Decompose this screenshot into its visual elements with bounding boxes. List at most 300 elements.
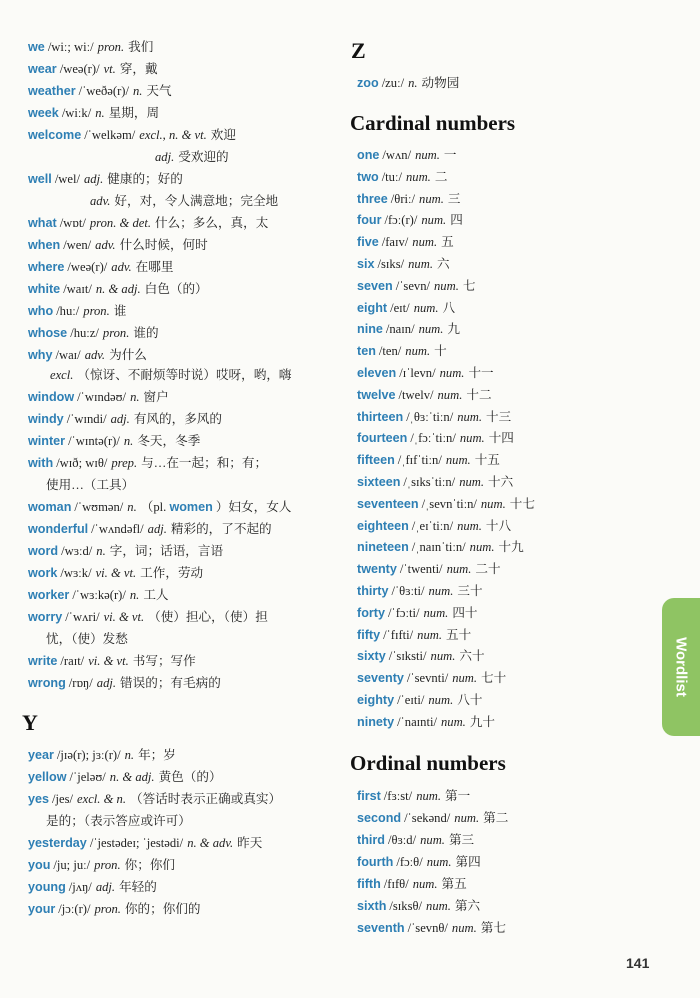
pronunciation: /sɪks/ <box>377 257 405 271</box>
pronunciation: /ˈwɪntə(r)/ <box>68 434 120 448</box>
entry-translation: 使用…（工具） <box>46 478 135 492</box>
pronunciation: /wiːk/ <box>61 106 92 120</box>
entry-worker <box>28 587 169 603</box>
entry-wonderful <box>28 521 272 537</box>
entry-what <box>28 215 268 231</box>
entry-pos: num. <box>416 789 442 803</box>
entry-five <box>357 234 454 250</box>
entry-one <box>357 147 457 163</box>
headword: your <box>28 902 56 916</box>
entry-you <box>28 857 175 873</box>
entry-translation: 与…在一起；和；有； <box>141 456 268 470</box>
entry-translation: 四十 <box>452 605 478 620</box>
entry-translation: 书写；写作 <box>132 654 196 668</box>
entry-fifteen <box>357 452 500 468</box>
pronunciation: /waɪ/ <box>55 348 81 362</box>
headword: wrong <box>28 676 66 690</box>
pronunciation: /wen/ <box>63 238 92 252</box>
entry-translation: 年轻的 <box>119 880 157 894</box>
pronunciation: /fɜːst/ <box>383 789 413 803</box>
entry-translation: 为什么 <box>109 348 147 362</box>
entry-pos: pron. <box>102 326 130 340</box>
entry-translation: 九十 <box>469 714 495 729</box>
headword: young <box>28 880 66 894</box>
page-number: 141 <box>626 955 650 971</box>
pronunciation: /ˈjeləʊ/ <box>69 770 106 784</box>
headword: word <box>28 544 59 558</box>
ordinal-numbers-heading: Ordinal numbers <box>350 751 506 775</box>
headword: white <box>28 282 61 296</box>
entry-pos: adj. <box>96 676 117 690</box>
entry-pos: adj. <box>95 880 116 894</box>
entry-forty <box>357 605 478 621</box>
headword: nineteen <box>357 540 409 555</box>
entry-translation: 窗户 <box>143 390 169 404</box>
headword: fifteen <box>357 453 395 468</box>
entry-pos: num. <box>459 431 485 446</box>
headword: seventeen <box>357 496 419 511</box>
headword: two <box>357 169 379 184</box>
entry-translation: 好，对，令人满意地；完全地 <box>114 194 279 208</box>
entry-yes <box>28 791 281 807</box>
entry-pos: num. <box>480 496 506 511</box>
entry-translation: 第一 <box>445 789 471 803</box>
plural-form: women <box>169 500 213 514</box>
pronunciation: /ˈsekənd/ <box>404 811 451 825</box>
entry-pos: num. <box>457 409 483 424</box>
pronunciation: /ˌnaɪnˈtiːn/ <box>411 540 466 555</box>
entry-week <box>28 105 159 121</box>
entry-translation: 第六 <box>454 899 481 913</box>
entry-translation: 你的；你们的 <box>124 902 201 916</box>
headword: forty <box>357 605 385 620</box>
entry-pos: n. <box>95 106 105 120</box>
pronunciation: /ˈfɔːti/ <box>388 605 420 620</box>
entry-translation: 昨天 <box>237 836 263 850</box>
entry-pos: num. <box>428 693 454 707</box>
pronunciation: /θriː/ <box>390 191 416 206</box>
pronunciation: /fɔː(r)/ <box>384 213 418 228</box>
headword: wear <box>28 62 57 76</box>
entry-six <box>357 256 450 272</box>
entry-fourteen <box>357 430 514 446</box>
entry-translation: 动物园 <box>421 76 460 90</box>
entry-pos: num. <box>434 278 459 293</box>
headword: one <box>357 148 380 162</box>
headword: window <box>28 390 75 404</box>
headword: why <box>28 348 53 362</box>
entry-translation: 有风的，多风的 <box>133 412 222 426</box>
entry-translation: 忧，（使）发愁 <box>46 632 128 646</box>
entry-pos: n. & adj. <box>109 770 155 784</box>
headword: well <box>28 172 52 186</box>
entry-pos: num. <box>446 562 472 577</box>
entry-wrong <box>28 675 221 691</box>
pronunciation: /weə(r)/ <box>59 62 100 76</box>
pronunciation: /ˈwʊmən/ <box>74 500 124 514</box>
entry-pos: num. <box>439 366 465 380</box>
entry-translation: 三十 <box>457 584 483 598</box>
entry-two <box>357 169 447 185</box>
headword: zoo <box>357 76 379 90</box>
entry-work <box>28 565 203 581</box>
entry-translation: 五 <box>441 235 454 250</box>
headword: twenty <box>357 562 397 577</box>
entry-pos: num. <box>421 213 447 228</box>
entry-translation: 第二 <box>483 811 509 825</box>
entry-with <box>28 455 267 471</box>
pronunciation: /wɒt/ <box>59 216 86 230</box>
entry-pos: num. <box>418 322 444 337</box>
headword: seven <box>357 278 393 293</box>
section-letter-y: Y <box>22 710 38 735</box>
pronunciation: /ˈsevnti/ <box>406 671 449 686</box>
entry-translation: 二十 <box>475 562 501 577</box>
headword: work <box>28 566 58 580</box>
headword: when <box>28 238 61 252</box>
headword: yes <box>28 792 50 806</box>
entry-translation: 十五 <box>474 453 500 468</box>
headword: ninety <box>357 714 395 729</box>
headword: nine <box>357 322 383 337</box>
entry-translation: 白色（的） <box>144 282 208 296</box>
entry-worry <box>28 609 268 625</box>
entry-pos: num. <box>454 811 480 825</box>
entry-pos: num. <box>451 921 477 935</box>
pronunciation: /tuː/ <box>381 169 402 184</box>
headword: year <box>28 748 54 762</box>
entry-sixteen <box>357 474 513 490</box>
entry-translation: 什么；多么，真，太 <box>154 216 269 230</box>
entry-translation: 字，词；话语，言语 <box>109 544 224 558</box>
pronunciation: /weə(r)/ <box>67 260 108 274</box>
pronunciation: /ˈθɜːti/ <box>391 584 425 598</box>
pronunciation: /ˈwɪndəʊ/ <box>77 390 127 404</box>
entry-pos: excl. & n. <box>77 792 126 806</box>
entry-pos: num. <box>428 584 454 598</box>
entry-pos: pron. <box>94 858 121 872</box>
entry-translation: 十三 <box>486 409 512 424</box>
entry-sixty <box>357 648 485 664</box>
welcome-continuation <box>151 149 229 165</box>
pronunciation: /jes/ <box>52 792 74 806</box>
entry-pos: num. <box>437 387 463 402</box>
pronunciation: /raɪt/ <box>60 654 85 668</box>
well-continuation <box>86 193 278 209</box>
headword: wonderful <box>28 522 89 536</box>
entry-white <box>28 281 208 297</box>
pronunciation: /θɜːd/ <box>387 833 417 847</box>
entry-translation: 八 <box>442 300 456 315</box>
entry-translation: 六 <box>436 257 450 271</box>
entry-pos: adj. <box>147 522 167 536</box>
entry-pos: num. <box>415 148 440 162</box>
entry-pos: pron. <box>97 40 125 54</box>
entry-pos: pron. <box>94 902 121 916</box>
entry-whose <box>28 325 159 341</box>
pronunciation: /ˈeɪti/ <box>397 693 425 707</box>
pronunciation: /ˈtwenti/ <box>399 562 443 577</box>
entry-write <box>28 653 196 669</box>
entry-translation: 穿，戴 <box>119 62 158 76</box>
entry-word <box>28 543 223 559</box>
pronunciation: /ju; juː/ <box>53 858 91 872</box>
entry-pos: num. <box>405 169 431 184</box>
headword: windy <box>28 412 64 426</box>
entry-fifty <box>357 627 471 643</box>
entry-pos: num. <box>420 833 445 847</box>
entry-pos: n. <box>96 544 106 558</box>
headword: fourth <box>357 855 394 869</box>
pronunciation: /twelv/ <box>398 387 434 402</box>
entry-translation: 第五 <box>441 877 467 891</box>
entry-translation: 是的；（表示答应或许可） <box>46 814 191 828</box>
entry-translation: 四 <box>450 213 463 228</box>
headword: eighteen <box>357 518 409 533</box>
entry-translation: 我们 <box>128 40 154 54</box>
pronunciation: /ˌθɜːˈtiːn/ <box>406 409 454 424</box>
entry-pos: adv. <box>90 194 111 208</box>
entry-translation: ）妇女，女人 <box>215 500 292 514</box>
entry-translation: 谁的 <box>133 326 159 340</box>
entry-translation: 三 <box>447 191 461 206</box>
headword: yellow <box>28 770 67 784</box>
headword: seventh <box>357 921 405 935</box>
headword: sixty <box>357 649 386 664</box>
headword: twelve <box>357 387 396 402</box>
entry-pos: adj. <box>84 172 104 186</box>
entry-pos: num. <box>426 899 451 913</box>
with-continuation <box>46 477 134 493</box>
headword: who <box>28 304 54 318</box>
pronunciation: /ˈnaɪnti/ <box>397 714 437 729</box>
headword: with <box>28 456 54 470</box>
entry-we <box>28 39 153 55</box>
entry-translation: 六十 <box>459 649 485 664</box>
entry-eight <box>357 300 455 316</box>
entry-translation: 你；你们 <box>124 858 175 872</box>
entry-translation: 天气 <box>146 84 172 98</box>
entry-window <box>28 389 169 405</box>
entry-pos: n. <box>127 500 137 514</box>
entry-translation: 年；岁 <box>138 748 176 762</box>
entry-translation: 十七 <box>509 496 535 511</box>
entry-pos: vi. & vt. <box>88 654 129 668</box>
entry-well <box>28 171 183 187</box>
entry-seven <box>357 278 475 294</box>
entry-translation: 九 <box>447 322 461 337</box>
entry-third <box>357 832 474 848</box>
entry-pos: prep. <box>111 456 138 470</box>
entry-translation: 黄色（的） <box>158 770 222 784</box>
entry-pos: vi. & vt. <box>95 566 137 580</box>
entry-translation: 七 <box>462 278 476 293</box>
pronunciation: /ˈweðə(r)/ <box>78 84 129 98</box>
headword: eleven <box>357 366 397 380</box>
entry-pos: vi. & vt. <box>103 610 145 624</box>
entry-pos: num. <box>440 714 466 729</box>
entry-pos: n. <box>408 76 418 90</box>
pronunciation: /faɪv/ <box>381 235 409 250</box>
entry-pos: excl. <box>50 368 74 382</box>
entry-translation: （pl. <box>140 500 167 514</box>
entry-pos: excl., n. & vt. <box>139 128 207 142</box>
headword: sixth <box>357 899 387 913</box>
headword: you <box>28 858 51 872</box>
headword: seventy <box>357 671 404 686</box>
entry-three <box>357 191 460 207</box>
entry-translation: 十八 <box>485 518 512 533</box>
wordlist-side-tab[interactable] <box>662 598 700 736</box>
headword: sixteen <box>357 475 401 489</box>
entry-ninety <box>357 714 495 730</box>
pronunciation: /huː/ <box>56 304 80 318</box>
headword: welcome <box>28 128 82 142</box>
entry-pos: num. <box>423 605 449 620</box>
pronunciation: /ˌeɪˈtiːn/ <box>411 518 454 533</box>
headword: fifth <box>357 877 381 891</box>
entry-windy <box>28 411 222 427</box>
headword: thirty <box>357 584 389 598</box>
entry-fifth <box>357 876 467 892</box>
entry-translation: 二 <box>434 169 448 184</box>
headword: woman <box>28 500 72 514</box>
entry-ten <box>357 343 447 359</box>
entry-pos: num. <box>419 191 444 206</box>
pronunciation: /rɒŋ/ <box>68 676 93 690</box>
entry-twelve <box>357 387 492 403</box>
pronunciation: /eɪt/ <box>390 300 410 315</box>
headword: third <box>357 833 385 847</box>
headword: thirteen <box>357 409 404 424</box>
entry-translation: 一 <box>443 148 457 162</box>
entry-eighteen <box>357 518 511 534</box>
entry-pos: num. <box>430 649 456 664</box>
headword: worker <box>28 588 70 602</box>
entry-translation: 第四 <box>455 855 481 869</box>
entry-translation: 欢迎 <box>210 128 236 142</box>
yes-continuation <box>46 813 191 829</box>
entry-why <box>28 347 147 363</box>
entry-translation: 十二 <box>466 387 492 402</box>
headword: winter <box>28 434 66 448</box>
pronunciation: /wɪð; wɪθ/ <box>56 456 108 470</box>
entry-translation: 在哪里 <box>135 260 174 274</box>
entry-thirteen <box>357 409 511 425</box>
wordlist-tab-label: Wordlist <box>672 637 690 697</box>
entry-translation: 错误的；有毛病的 <box>120 676 221 690</box>
entry-translation: 冬天，冬季 <box>137 434 201 448</box>
pronunciation: /naɪn/ <box>385 322 415 337</box>
section-letter-z: Z <box>351 38 366 63</box>
entry-pos: num. <box>412 877 438 891</box>
pronunciation: /ˈwʌri/ <box>65 610 100 624</box>
entry-weather <box>28 83 172 99</box>
entry-seventeen <box>357 496 535 512</box>
pronunciation: /ˌsɪksˈtiːn/ <box>403 475 456 489</box>
entry-woman <box>28 499 291 515</box>
entry-pos: n. & adv. <box>187 836 234 850</box>
pronunciation: /wɜːd/ <box>61 544 93 558</box>
why-continuation <box>46 367 292 383</box>
entry-twenty <box>357 561 501 577</box>
entry-winter <box>28 433 200 449</box>
entry-pos: n. <box>123 434 134 448</box>
entry-translation: 十四 <box>488 431 514 446</box>
pronunciation: /waɪt/ <box>63 282 92 296</box>
entry-yesterday <box>28 835 262 851</box>
entry-translation: 十一 <box>468 366 494 380</box>
pronunciation: /huːz/ <box>70 326 99 340</box>
entry-thirty <box>357 583 483 599</box>
entry-pos: num. <box>469 540 495 555</box>
entry-pos: num. <box>445 453 471 468</box>
entry-pos: n. <box>130 390 140 404</box>
headword: we <box>28 40 45 54</box>
headword: eight <box>357 300 388 315</box>
headword: weather <box>28 84 76 98</box>
pronunciation: /wʌn/ <box>382 148 412 162</box>
entry-fourth <box>357 854 481 870</box>
headword: yesterday <box>28 836 87 850</box>
headword: what <box>28 216 57 230</box>
headword: week <box>28 106 59 120</box>
entry-yellow <box>28 769 222 785</box>
pronunciation: /ˈwɪndi/ <box>66 412 107 426</box>
entry-translation: 五十 <box>446 627 472 642</box>
pronunciation: /ˈjestədeɪ; ˈjestədi/ <box>89 836 184 850</box>
pronunciation: /ɪˈlevn/ <box>399 366 436 380</box>
pronunciation: /ˈfɪfti/ <box>383 627 414 642</box>
headword: four <box>357 213 382 228</box>
entry-pos: n. <box>129 588 140 602</box>
headword: write <box>28 654 58 668</box>
entry-second <box>357 810 508 826</box>
entry-translation: （惊讶、不耐烦等时说）哎呀，哟，嗨 <box>77 368 292 382</box>
entry-translation: 八十 <box>457 693 483 707</box>
entry-sixth <box>357 898 480 914</box>
entry-pos: adv. <box>84 348 106 362</box>
entry-nineteen <box>357 539 524 555</box>
entry-welcome <box>28 127 236 143</box>
headword: three <box>357 191 388 206</box>
entry-translation: 工作，劳动 <box>140 566 204 580</box>
entry-wear <box>28 61 158 77</box>
pronunciation: /jɔː(r)/ <box>58 902 91 916</box>
headword: six <box>357 257 375 271</box>
entry-pos: num. <box>452 671 478 686</box>
headword: ten <box>357 344 376 359</box>
entry-translation: （答话时表示正确或真实） <box>129 792 282 806</box>
pronunciation: /ˈsevnθ/ <box>407 921 448 935</box>
entry-translation: 第七 <box>480 921 506 935</box>
entry-pos: num. <box>405 344 431 359</box>
entry-translation: 谁 <box>113 304 127 318</box>
pronunciation: /wɜːk/ <box>60 566 92 580</box>
entry-young <box>28 879 157 895</box>
headword: fourteen <box>357 431 408 446</box>
entry-pos: num. <box>413 300 439 315</box>
entry-pos: num. <box>408 257 433 271</box>
entry-seventy <box>357 670 506 686</box>
entry-year <box>28 747 176 763</box>
pronunciation: /ˌfɪfˈtiːn/ <box>397 453 442 468</box>
entry-pos: pron. <box>83 304 110 318</box>
entry-pos: num. <box>417 627 443 642</box>
headword: second <box>357 811 402 825</box>
entry-zoo <box>357 75 459 91</box>
entry-translation: （使）担心，（使）担 <box>148 610 268 624</box>
